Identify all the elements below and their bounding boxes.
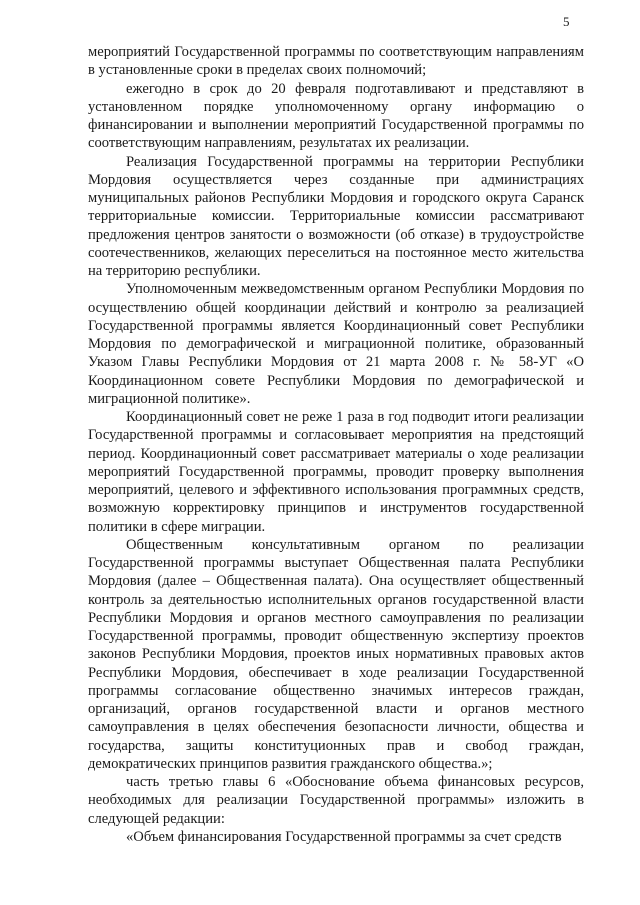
paragraph-territorial-commissions: Реализация Государственной программы на территории Республики Мордовия осуществляется через созданные при администрациях муниципальных районов Республики Мордовия и городского округа Саранск территориальные комиссии. Территориальные комиссии рассматривают предложения центров занятости о возможности (об отказе) в трудоустройстве соотечественников, желающих переселиться на постоянное место жительства на территорию республики. [88,153,584,279]
paragraph-coordination-council: Уполномоченным межведомственным органом Республики Мордовия по осуществлению общей координации действий и контролю за реализацией Государственной программы является Координационный совет Республики Мордовия по демографической и миграционной политике, образованный Указом Главы Республики Мордовия от 21 марта 2008 г. № 58-УГ «О Координационном совете Республики Мордовия по демографической и миграционной политике». [88,281,584,407]
page-number: 5 [563,14,570,29]
paragraph-financing-volume: «Объем финансирования Государственной программы за счет средств [126,828,562,845]
paragraph-chapter-6-amendment: часть третью главы 6 «Обоснование объема финансовых ресурсов, необходимых для реализации Государственной программы» изложить в следующей редакции: [88,774,584,827]
paragraph-public-chamber: Общественным консультативным органом по реализации Государственной программы выступает Общественная палата Республики Мордовия (далее – Общественная палата). Она осуществляет общественный контроль за деятельностью исполнительных органов государственной власти Республики Мордовия и органов местного самоуправления по реализации Государственной программы, проводит общественную экспертизу проектов законов Республики Мордовия, проектов иных нормативных правовых актов Республики Мордовия, обеспечивает в ходе реализации Государственной программы согласование общественно значимых интересов граждан, организаций, органов государственной власти и органов местного самоуправления в целях обеспечения безопасности личности, общества и государства, защиты конституционных прав и свобод граждан, демократических принципов развития гражданского общества.»; [88,536,584,772]
paragraph-continuation: мероприятий Государственной программы по соответствующим направлениям в установленные сроки в пределах своих полномочий; [88,44,584,79]
document-body [88,43,584,846]
paragraph-annual-reporting: ежегодно в срок до 20 февраля подготавливают и представляют в установленном порядке уполномоченному органу информацию о финансировании и выполнении мероприятий Государственной программы по соответствующим направлениям, результатах их реализации. [88,80,584,152]
paragraph-council-review: Координационный совет не реже 1 раза в год подводит итоги реализации Государственной программы и согласовывает мероприятия на предстоящий период. Координационный совет рассматривает материалы о ходе реализации мероприятий Государственной программы, проводит проверку выполнения мероприятий, целевого и эффективного использования программных средств, возможную корректировку принципов и инструментов государственной политики в сфере миграции. [88,409,584,535]
